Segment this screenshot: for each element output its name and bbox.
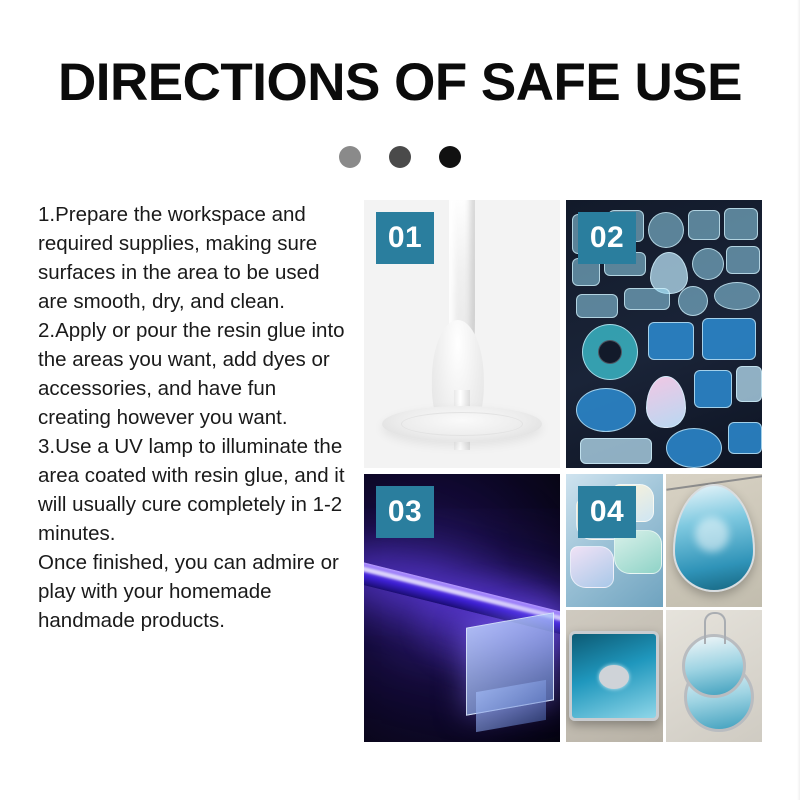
dot-1 <box>339 146 361 168</box>
mold-shape <box>724 208 758 240</box>
instruction-step-3: 3.Use a UV lamp to illuminate the area coated with resin glue, and it will usually cure completely in 1-2 minutes. <box>38 435 345 545</box>
hoop-earrings-photo <box>666 610 763 743</box>
badge-02: 02 <box>578 212 636 264</box>
image-gallery <box>364 200 762 760</box>
mold-shape <box>688 210 720 240</box>
mold-shape <box>714 282 760 310</box>
turtle-charm <box>599 665 629 689</box>
mold-shape <box>726 246 760 274</box>
mold-shape <box>580 438 652 464</box>
mold-shape <box>646 376 686 428</box>
mold-shape <box>666 428 722 468</box>
photo-uv-lamp <box>364 474 560 742</box>
mold-shape <box>624 288 670 310</box>
mold-shape <box>678 286 708 316</box>
dot-divider <box>0 146 800 168</box>
mold-shape <box>576 294 618 318</box>
teardrop-pendant <box>673 484 755 592</box>
instruction-step-1: 1.Prepare the workspace and required supplies, making sure surfaces in the area to be used are smooth, dry, and clean. <box>38 203 320 313</box>
earring-hook <box>704 612 726 644</box>
square-pendant <box>569 631 659 721</box>
mold-shape <box>692 248 724 280</box>
mold-shape <box>648 212 684 248</box>
badge-03: 03 <box>376 486 434 538</box>
mold-shape <box>598 340 622 364</box>
teardrop-pendant-photo <box>666 474 763 607</box>
dot-2 <box>389 146 411 168</box>
mold-shape <box>694 370 732 408</box>
mold-shape <box>702 318 756 360</box>
dot-3 <box>439 146 461 168</box>
photo-silicone-molds <box>566 200 762 468</box>
instructions-text <box>38 200 346 760</box>
glass-base-ring <box>401 412 523 436</box>
instruction-step-4: Once finished, you can admire or play with your homemade handmade products. <box>38 551 339 632</box>
mold-shape <box>648 322 694 360</box>
mold-shape <box>736 366 762 402</box>
page-title: DIRECTIONS OF SAFE USE <box>58 53 742 112</box>
photo-resin-pour-on-glass <box>364 200 560 468</box>
badge-04: 04 <box>578 486 636 538</box>
photo-finished-jewelry <box>566 474 762 742</box>
instruction-step-2: 2.Apply or pour the resin glue into the areas you want, add dyes or accessories, and have fun creating however you want. <box>38 319 345 429</box>
resin-stone <box>570 546 614 588</box>
content-area <box>38 200 762 760</box>
square-pendant-photo <box>566 610 663 743</box>
mold-shape <box>576 388 636 432</box>
mold-shape <box>728 422 762 454</box>
badge-01: 01 <box>376 212 434 264</box>
